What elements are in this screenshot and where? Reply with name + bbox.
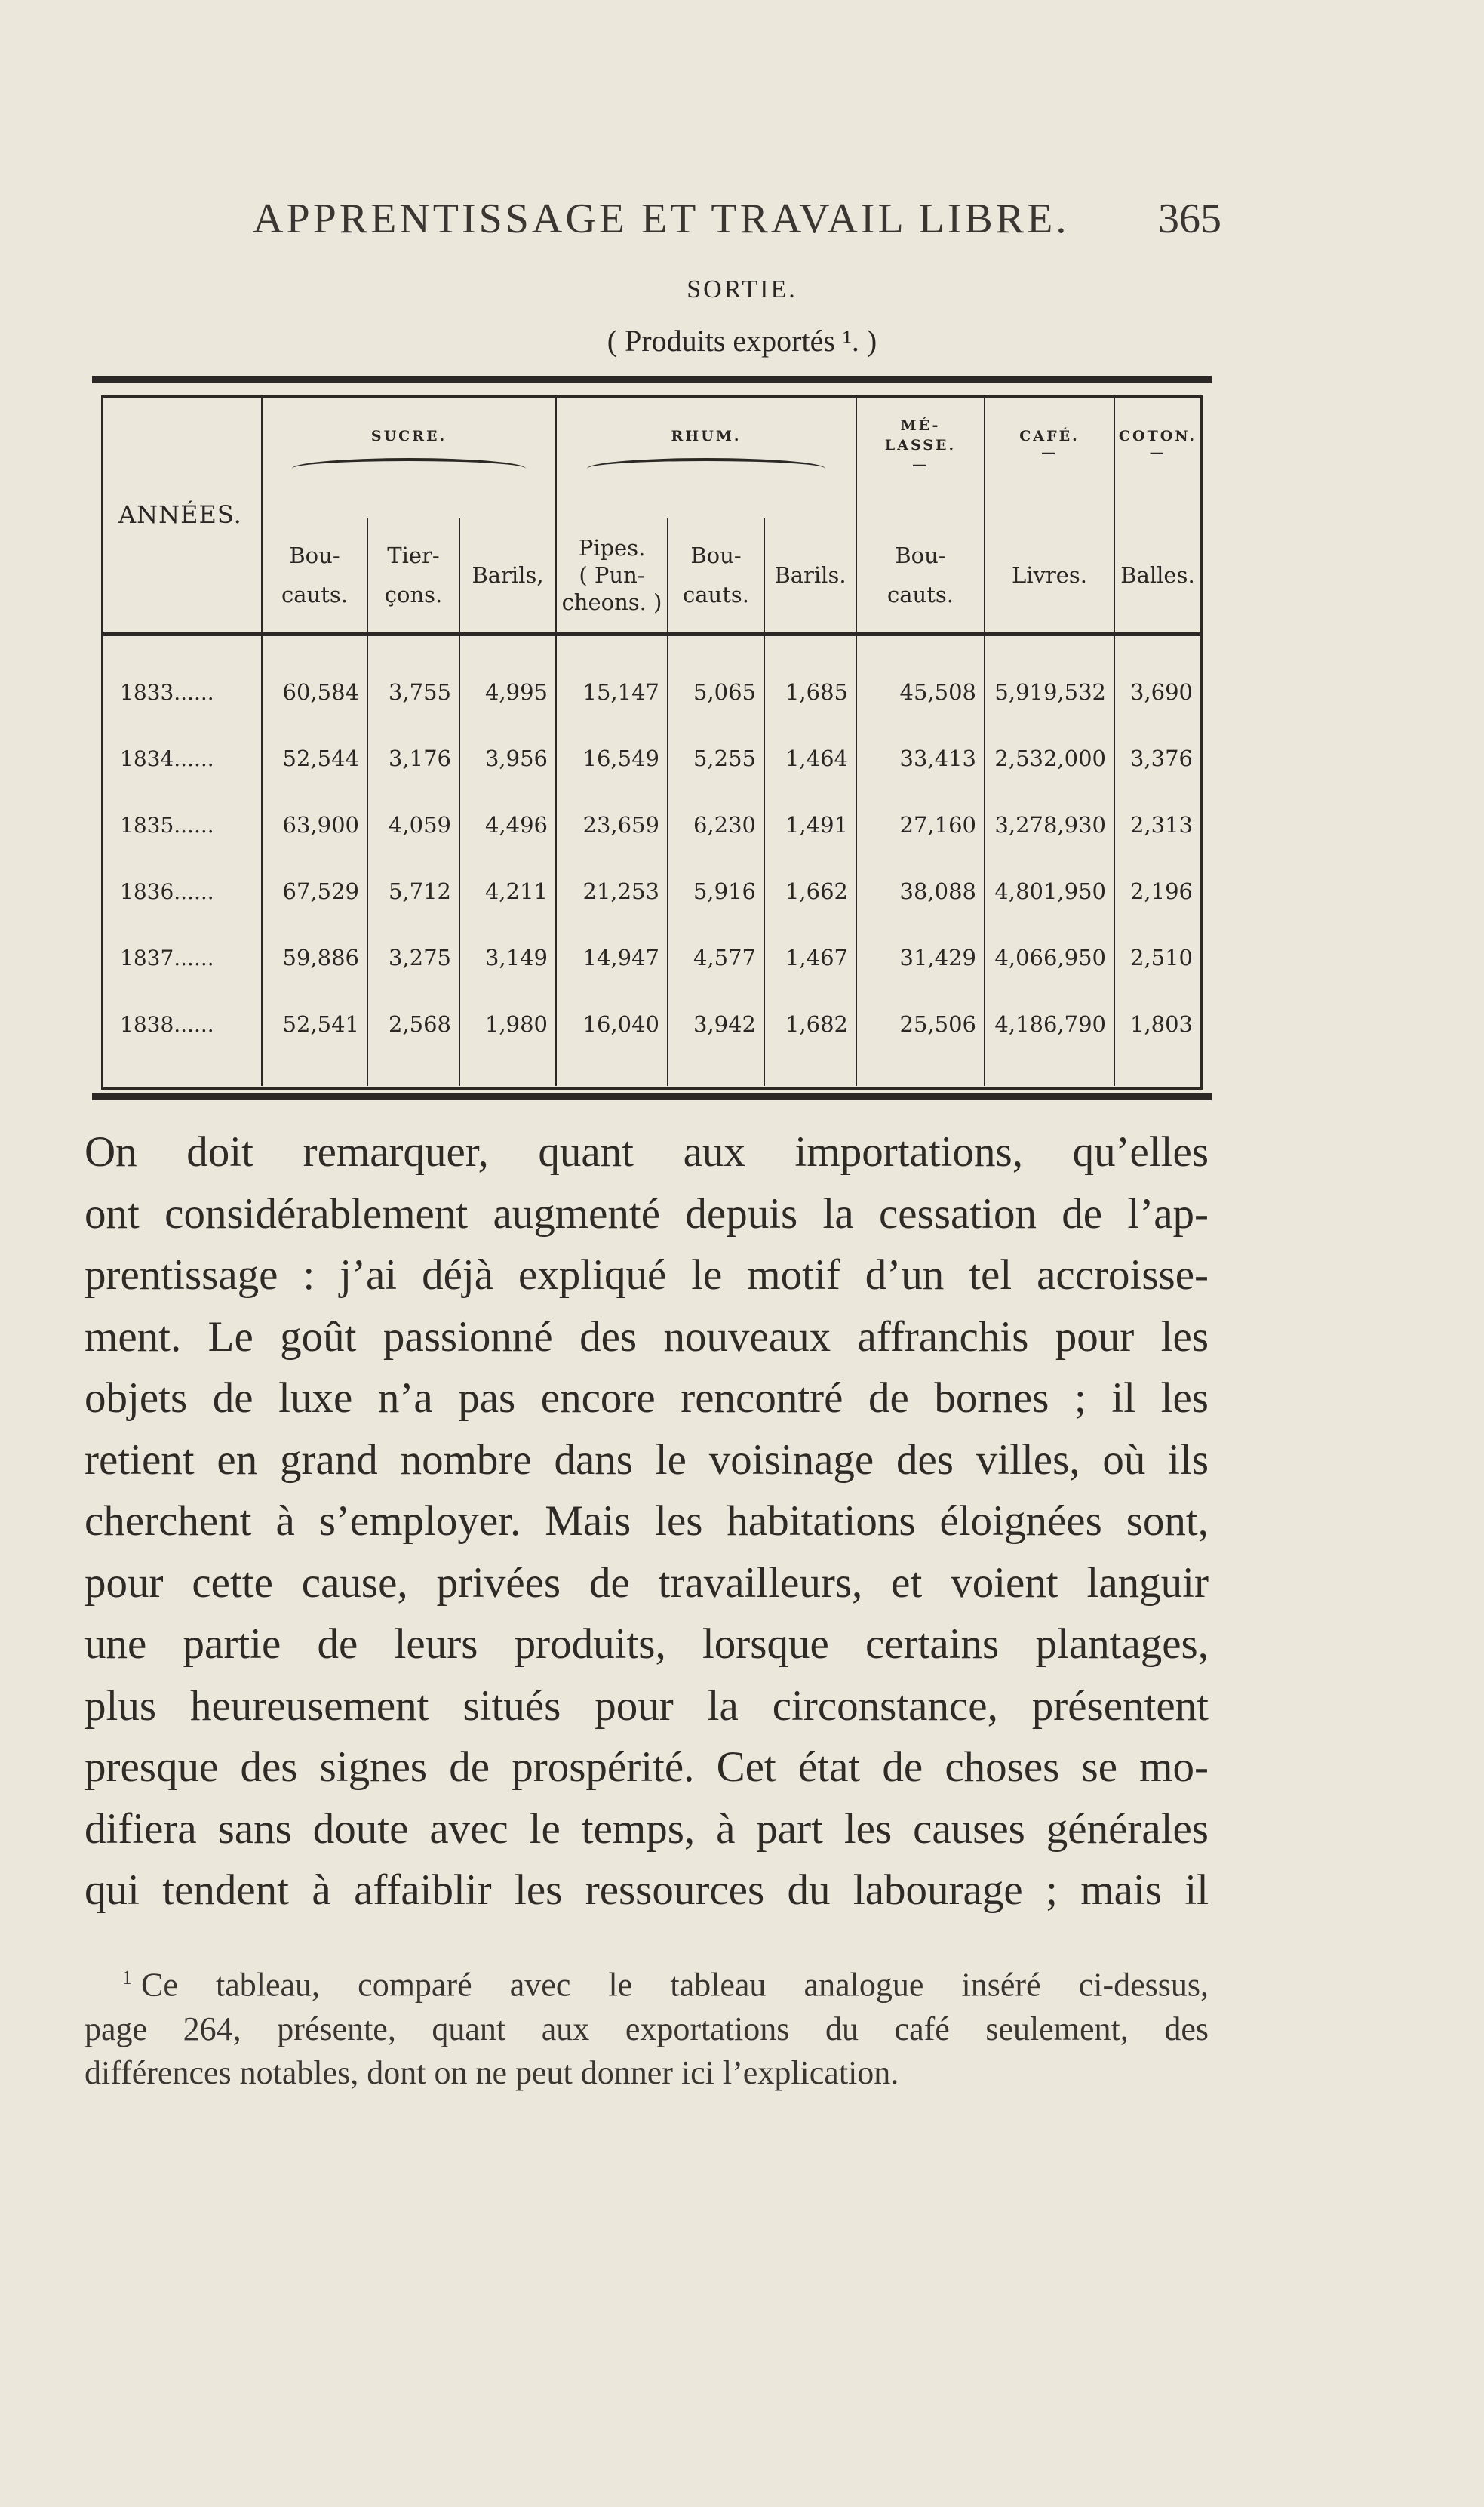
- table-row: [103, 792, 1200, 858]
- year-cell: 1836......: [103, 858, 262, 924]
- body-paragraph: [84, 1121, 1209, 1921]
- value-cell: 1,491: [764, 792, 856, 858]
- value-cell: 3,275: [367, 924, 459, 991]
- value-cell: 27,160: [856, 792, 985, 858]
- value-cell: 3,278,930: [985, 792, 1114, 858]
- body-line: objets de luxe n’a pas encore rencontré de bornes ; il les: [84, 1374, 1209, 1422]
- value-cell: 59,886: [262, 924, 367, 991]
- body-line: presque des signes de prospérité. Cet état de choses se mo-: [84, 1743, 1209, 1791]
- body-line: ont considérablement augmenté depuis la cessation de l’ap-: [84, 1189, 1209, 1238]
- sucre-header: SUCRE.: [262, 398, 556, 518]
- year-cell: 1837......: [103, 924, 262, 991]
- value-cell: 1,685: [764, 659, 856, 725]
- body-line: ment. Le goût passionné des nouveaux affranchis pour les: [84, 1312, 1209, 1361]
- annees-header: ANNÉES.: [103, 398, 262, 634]
- value-cell: 2,510: [1129, 945, 1193, 971]
- table-tail: [103, 1057, 1200, 1086]
- value-cell: 5,065: [668, 659, 764, 725]
- value-cell: 14,947: [556, 924, 668, 991]
- header-rule: [103, 634, 1200, 659]
- table-title: SORTIE.: [687, 275, 797, 303]
- rhum-barils-header: Barils.: [764, 518, 856, 634]
- value-cell: 1,467: [764, 924, 856, 991]
- table-body: [103, 659, 1200, 1057]
- value-cell: 3,942: [668, 991, 764, 1057]
- body-line: une partie de leurs produits, lorsque certains plantages,: [84, 1620, 1209, 1668]
- value-cell: 4,066,950: [985, 924, 1114, 991]
- footnote-line: $^1$ Ce tableau, comparé avec le tableau analogue inséré ci-dessus,: [122, 1966, 1209, 2004]
- value-cell: 16,040: [556, 991, 668, 1057]
- body-line: pour cette cause, privées de travailleurs, et voient languir: [84, 1558, 1209, 1607]
- sucre-tiercons-header: Tier- çons.: [367, 518, 459, 634]
- value-cell: 4,211: [459, 858, 556, 924]
- footnote-line: différences notables, dont on ne peut donner ici l’explication.: [84, 2053, 899, 2091]
- value-cell: 4,059: [367, 792, 459, 858]
- year-cell: 1835......: [103, 792, 262, 858]
- sub-header-row: [103, 518, 1200, 634]
- value-cell: 67,529: [262, 858, 367, 924]
- body-line: cherchent à s’employer. Mais les habitations éloignées sont,: [84, 1497, 1209, 1545]
- value-cell: 33,413: [856, 725, 985, 792]
- value-cell: 1,662: [764, 858, 856, 924]
- group-header-row: [103, 398, 1200, 518]
- value-cell: 3,956: [459, 725, 556, 792]
- body-line: plus heureusement situés pour la circonstance, présentent: [84, 1681, 1209, 1730]
- coton-header: COTON. —: [1118, 428, 1197, 461]
- table-row: [103, 924, 1200, 991]
- melasse-header: MÉ- LASSE. —: [856, 398, 985, 518]
- value-cell: 15,147: [556, 659, 668, 725]
- rhum-header: RHUM.: [556, 398, 856, 518]
- footnote-marker: 1: [122, 1967, 132, 1989]
- value-cell: 5,712: [367, 858, 459, 924]
- coton-balles-header: Balles.: [1120, 562, 1195, 588]
- melasse-boucauts-header: Bou- cauts.: [856, 518, 985, 634]
- value-cell: 2,532,000: [985, 725, 1114, 792]
- body-line: difiera sans doute avec le temps, à part les causes générales: [84, 1804, 1209, 1853]
- value-cell: 2,568: [367, 991, 459, 1057]
- value-cell: 1,980: [459, 991, 556, 1057]
- value-cell: 2,196: [1129, 878, 1193, 904]
- body-line: On doit remarquer, quant aux importations, qu’elles: [84, 1128, 1209, 1176]
- value-cell: 1,803: [1129, 1011, 1193, 1037]
- value-cell: 3,176: [367, 725, 459, 792]
- year-cell: 1834......: [103, 725, 262, 792]
- value-cell: 16,549: [556, 725, 668, 792]
- value-cell: 63,900: [262, 792, 367, 858]
- sucre-boucauts-header: Bou- cauts.: [262, 518, 367, 634]
- table-row: [103, 858, 1200, 924]
- value-cell: 4,801,950: [985, 858, 1114, 924]
- value-cell: 60,584: [262, 659, 367, 725]
- value-cell: 4,577: [668, 924, 764, 991]
- year-cell: 1838......: [103, 991, 262, 1057]
- value-cell: 5,919,532: [985, 659, 1114, 725]
- footnote-line: page 264, présente, quant aux exportations du café seulement, des: [84, 2010, 1209, 2047]
- table-subtitle: ( Produits exportés ¹. ): [607, 324, 877, 358]
- rhum-boucauts-header: Bou- cauts.: [668, 518, 764, 634]
- value-cell: 52,544: [262, 725, 367, 792]
- value-cell: 3,755: [367, 659, 459, 725]
- value-cell: 5,916: [668, 858, 764, 924]
- value-cell: 52,541: [262, 991, 367, 1057]
- value-cell: 2,313: [1129, 812, 1193, 838]
- body-line: retient en grand nombre dans le voisinage des villes, où ils: [84, 1435, 1209, 1484]
- value-cell: 1,682: [764, 991, 856, 1057]
- value-cell: 4,995: [459, 659, 556, 725]
- value-cell: 23,659: [556, 792, 668, 858]
- value-cell: 25,506: [856, 991, 985, 1057]
- value-cell: 45,508: [856, 659, 985, 725]
- running-title: APPRENTISSAGE ET TRAVAIL LIBRE.: [253, 195, 1070, 242]
- cafe-header: CAFÉ. —: [985, 398, 1114, 518]
- rhum-pipes-header: Pipes. ( Pun- cheons. ): [556, 518, 668, 634]
- sucre-barils-header: Barils,: [459, 518, 556, 634]
- footnote: [84, 1956, 1209, 2095]
- value-cell: 38,088: [856, 858, 985, 924]
- page-number: 365: [1158, 195, 1221, 242]
- value-cell: 6,230: [668, 792, 764, 858]
- value-cell: 1,464: [764, 725, 856, 792]
- exports-table: [103, 398, 1200, 1086]
- table-row: [103, 725, 1200, 792]
- table-row: [103, 659, 1200, 725]
- value-cell: 3,149: [459, 924, 556, 991]
- year-cell: 1833......: [103, 659, 262, 725]
- value-cell: 4,496: [459, 792, 556, 858]
- value-cell: 31,429: [856, 924, 985, 991]
- value-cell: 3,690: [1129, 679, 1193, 705]
- sucre-brace: [292, 458, 526, 469]
- body-line: qui tendent à affaiblir les ressources du labourage ; mais il: [84, 1866, 1209, 1914]
- table-row: [103, 991, 1200, 1057]
- value-cell: 3,376: [1129, 746, 1193, 771]
- value-cell: 4,186,790: [985, 991, 1114, 1057]
- value-cell: 5,255: [668, 725, 764, 792]
- body-line: prentissage : j’ai déjà expliqué le motif d’un tel accroisse-: [84, 1251, 1209, 1299]
- cafe-livres-header: Livres.: [985, 518, 1114, 634]
- value-cell: 21,253: [556, 858, 668, 924]
- rhum-brace: [587, 458, 826, 469]
